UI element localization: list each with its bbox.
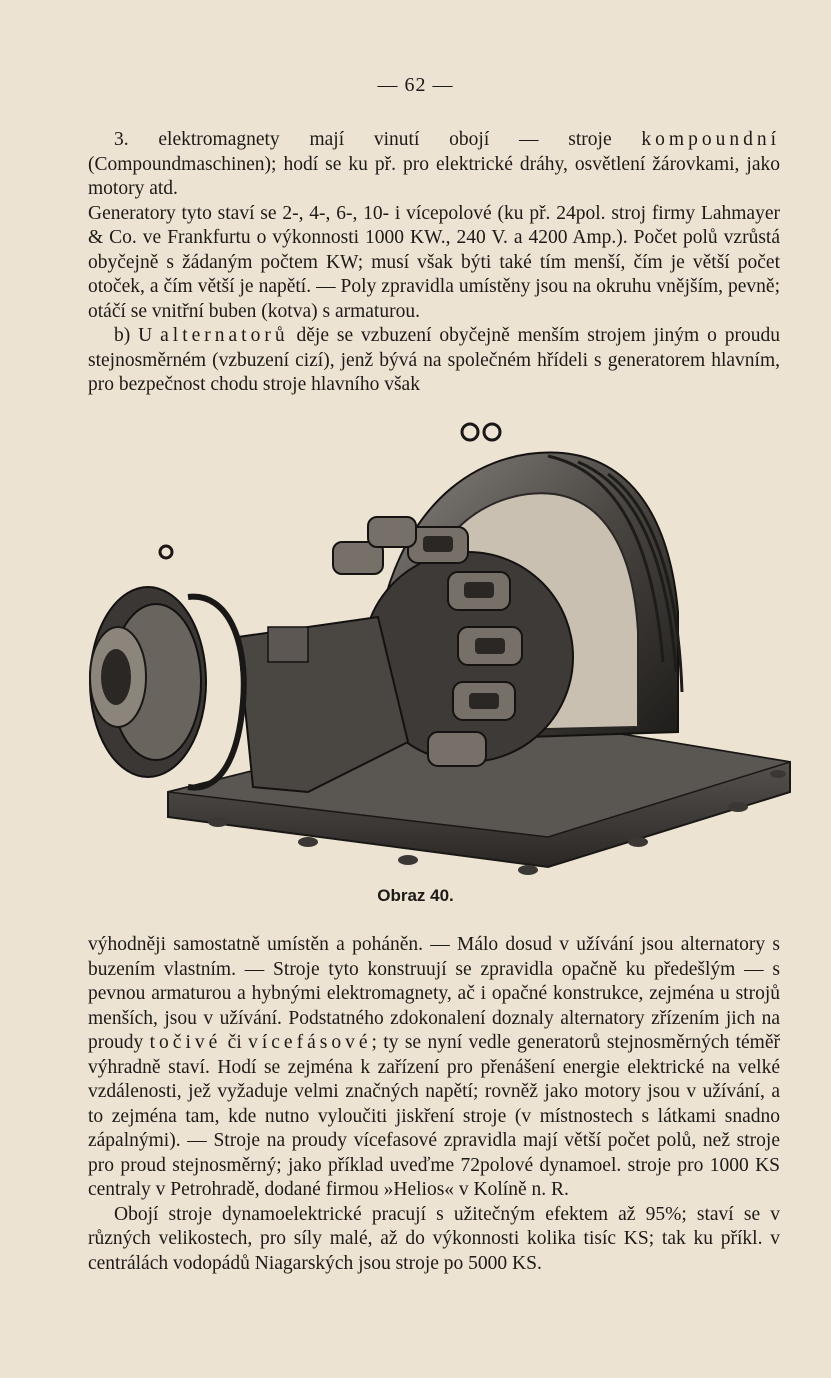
- bottom-text-block: [88, 933, 780, 1276]
- emphasis-vicefasove: vícefásové: [248, 1032, 372, 1053]
- paragraph-generatory: Generatory tyto staví se 2-, 4-, 6-, 10- i vícepolové (ku př. 24pol. stroj firmy Lahmayer & Co. ve Frankfurtu o výkonnosti 1000 KW., 240 V. a 4200 Amp.). Počet polů vzrůstá obyčejně s žádaným počtem KW; musí však býti také tím menší, čím je větší počet otoček, a čím větší je napětí. — Poly zpravidla umístěny jsou na okruhu vnějším, pevně; otáčí se vnitřní buben (kotva) s armaturou.: [88, 202, 780, 322]
- paragraph-item-3: 3. elektromagnety mají vinutí obojí — stroje kompoundní (Compoundmaschinen); hodí se ku př. pro elektrické dráhy, osvětlení žárovkami, jako motory atd.: [88, 129, 780, 199]
- paragraph-alternatory: výhodněji samostatně umístěn a poháněn. — Málo dosud v užívání jsou alternatory s buzením vlastním. — Stroje tyto konstruují se zpravidla opačně ku předešlým — s pevnou armaturou a hybnými elektromagnety, ač i opačné konstrukce, zejména u strojů menších, jsou v užívání. Podstatného zdokonalení doznaly alternatory zřízením jich na proudy točivé či vícefásové; ty se nyní vedle generatorů stejnosměrných téměř výhradně staví. Hodí se zejména k zařízení pro přenášení energie elektrické na velké vzdálenosti, jež vyžaduje velmi značných napětí; rovněž jako motory jsou v užívání, a to zejména tam, kde nutno vyloučiti jiskření stroje (v místnostech s látkami snadno zápalnými). — Stroje na proudy vícefasové zpravidla mají větší počet polů, než stroje pro proud stejnosměrný; jako příklad uveďme 72polové dynamoel. stroje pro 1000 KS centraly v Petrohradě, dodané firmou »Helios« v Kolíně n. R.: [88, 934, 780, 1200]
- alternator-machine-illustration: [78, 412, 793, 882]
- figure-caption: Obraz 40.: [377, 886, 454, 905]
- page-number: — 62 —: [377, 74, 454, 96]
- emphasis-tocive: točivé: [149, 1032, 222, 1053]
- emphasis-kompoundni: kompoundní: [641, 129, 780, 150]
- emphasis-alternatoru: alternatorů: [160, 325, 289, 346]
- paragraph-item-b: b) U alternatorů děje se vzbuzení obyčejně menším strojem jiným o proudu stejnosměrném (vzbuzení cizí), jenž bývá na společném hřídeli s generatorem hlavním, pro bezpečnost chodu stroje hlavního však: [88, 325, 780, 395]
- paragraph-efekt: Obojí stroje dynamoelektrické pracují s užitečným efektem až 95%; staví se v různých velikostech, pro síly malé, až do výkonnosti kolika tisíc KS; tak ku příkl. v centrálách vodopádů Niagarských jsou stroje po 5000 KS.: [88, 1203, 780, 1274]
- top-text-block: [88, 128, 780, 398]
